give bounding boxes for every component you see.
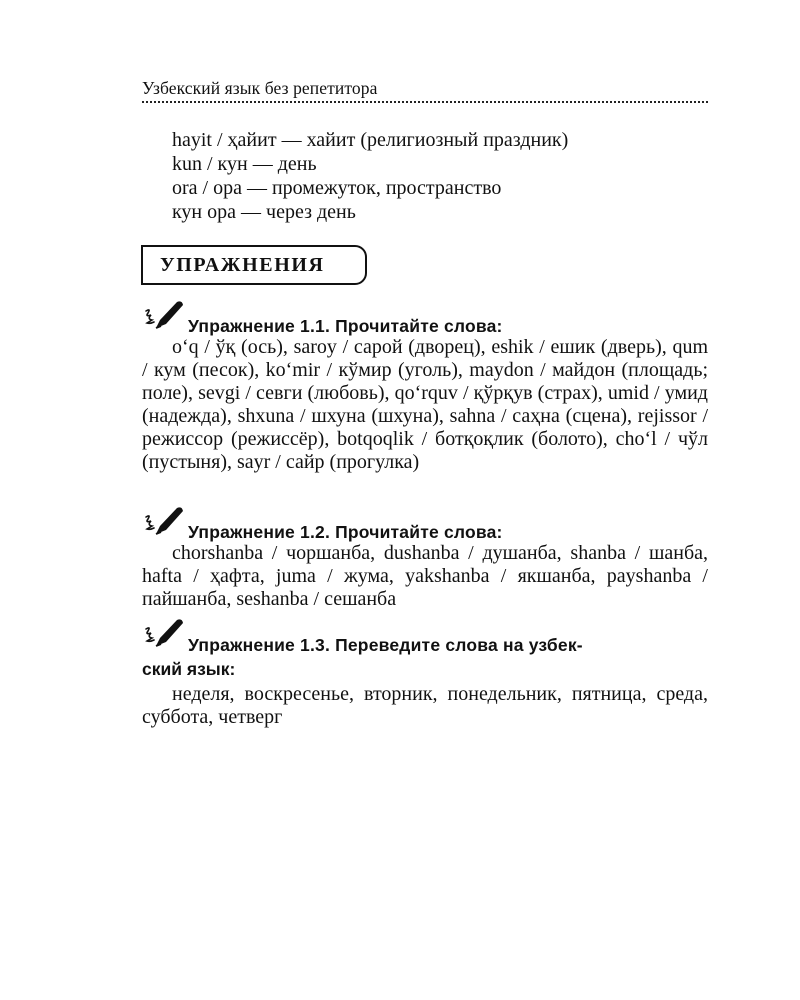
section-heading: УПРАЖНЕНИЯ xyxy=(160,254,325,276)
vocab-entry: kun / кун — день xyxy=(172,153,317,175)
exercise-title: Упражнение 1.2. Прочитайте слова: xyxy=(188,522,503,542)
exercise-text: o‘q / ўқ (ось), saroy / сарой (дворец), eshik / ешик (дверь), qum / кум (песок), ko‘mir / кўмир (уголь), maydon / майдон (площадь; поле), sevgi / севги (любовь), qo‘rquv / қўрқув (страх), umid / умид (надежда), shxuna / шхуна (шхуна), sahna / саҳна (сцена), rejissor / режиссор (режиссёр), botqoqlik / ботқоқлик (болото), cho‘l / чўл (пустыня), sayr / сайр (прогулка) xyxy=(142,336,708,473)
vocab-entry: hayit / ҳайит — хайит (религиозный праздник) xyxy=(172,129,569,151)
exercise-title: Упражнение 1.1. Прочитайте слова: xyxy=(188,316,503,336)
header-dotted-rule xyxy=(142,101,708,103)
exercise-text: неделя, воскресенье, вторник, понедельник, пятница, среда, суббота, четверг xyxy=(142,683,708,728)
exercise-text: chorshanba / чоршанба, dushanba / душанба, shanba / шанба, hafta / ҳафта, juma / жума, yakshanba / якшанба, payshanba / пайшанба, seshanba / сешанба xyxy=(142,542,708,610)
running-header: Узбекский язык без репетитора xyxy=(142,78,378,98)
pen-icon xyxy=(142,616,186,652)
pen-icon xyxy=(142,298,186,334)
vocabulary-list xyxy=(172,128,568,224)
pen-icon xyxy=(142,504,186,540)
vocab-entry: кун ора — через день xyxy=(172,201,356,223)
exercise-title-continuation: ский язык: xyxy=(142,659,236,679)
exercise-title: Упражнение 1.3. Переведите слова на узбек- xyxy=(188,635,583,655)
vocab-entry: ora / ора — промежуток, пространство xyxy=(172,177,502,199)
